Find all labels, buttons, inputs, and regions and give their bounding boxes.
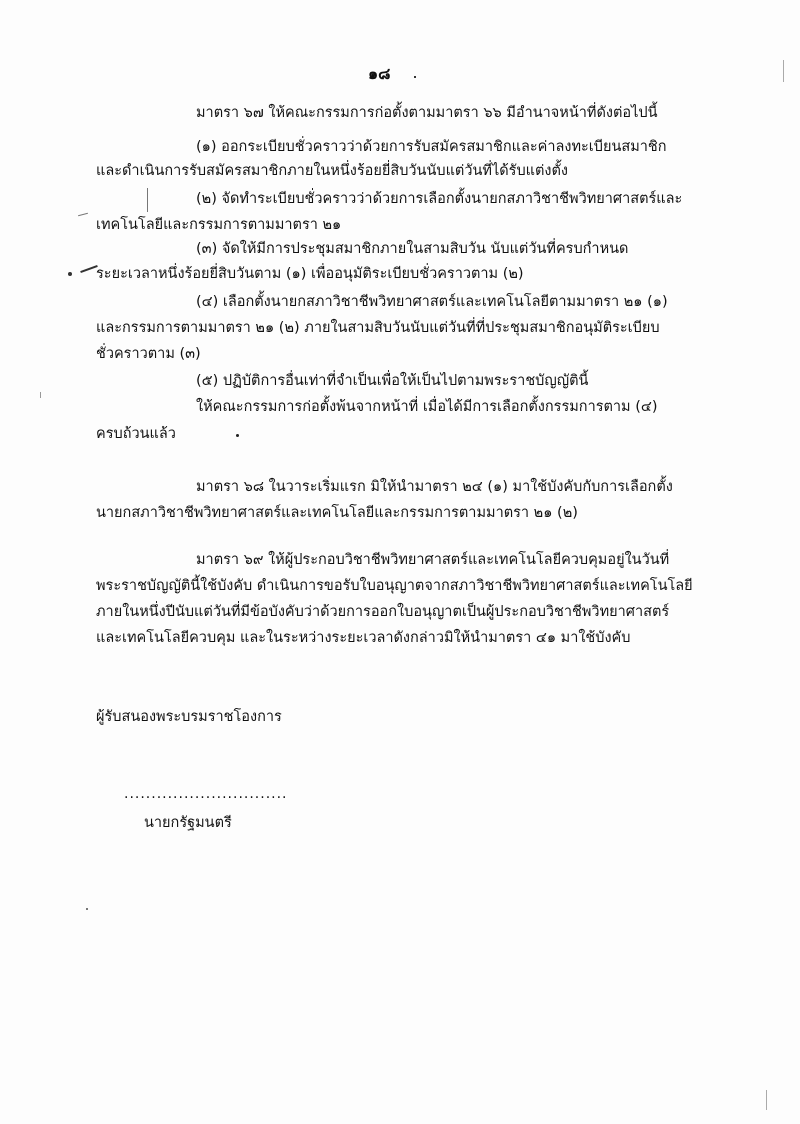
section-67-item-3-line-1: (๓) จัดให้มีการประชุมสมาชิกภายในสามสิบวัน นับแต่วันที่ครบกำหนด xyxy=(196,241,629,257)
section-67-closing-line-2: ครบถ้วนแล้ว xyxy=(96,426,176,442)
section-67-item-2-line-2: เทคโนโลยีและกรรมการตามมาตรา ๒๑ xyxy=(96,217,342,233)
scan-speck xyxy=(40,392,41,398)
section-67-item-4-line-2: และกรรมการตามมาตรา ๒๑ (๒) ภายในสามสิบวันนับแต่วันที่ที่ประชุมสมาชิกอนุมัติระเบียบ xyxy=(96,320,660,336)
scan-speck xyxy=(414,76,416,78)
section-67-closing-line-1: ให้คณะกรรมการก่อตั้งพ้นจากหน้าที่ เมื่อได้มีการเลือกตั้งกรรมการตาม (๔) xyxy=(196,399,658,415)
margin-mark xyxy=(147,188,148,212)
section-67-item-4-line-3: ชั่วคราวตาม (๓) xyxy=(96,346,201,362)
section-69-line-4: และเทคโนโลยีควบคุม และในระหว่างระยะเวลาดังกล่าวมิให้นำมาตรา ๔๑ มาใช้บังคับ xyxy=(96,630,631,646)
scan-speck xyxy=(236,434,239,437)
section-67-item-3-line-2: ระยะเวลาหนึ่งร้อยยี่สิบวันตาม (๑) เพื่ออนุมัติระเบียบชั่วคราวตาม (๒) xyxy=(96,266,524,282)
signature-line: .............................. xyxy=(124,786,288,802)
scan-speck xyxy=(86,908,88,910)
section-69-line-1: มาตรา ๖๙ ให้ผู้ประกอบวิชาชีพวิทยาศาสตร์และเทคโนโลยีควบคุมอยู่ในวันที่ xyxy=(196,552,670,568)
section-67-item-4-line-1: (๔) เลือกตั้งนายกสภาวิชาชีพวิทยาศาสตร์และเทคโนโลยีตามมาตรา ๒๑ (๑) xyxy=(196,294,668,310)
signatory-title: นายกรัฐมนตรี xyxy=(144,815,232,831)
page-number: ๑๘ xyxy=(368,64,391,83)
scan-edge-mark xyxy=(766,1090,767,1110)
section-67-item-1-line-2: และดำเนินการรับสมัครสมาชิกภายในหนึ่งร้อยยี่สิบวันนับแต่วันที่ได้รับแต่งตั้ง xyxy=(96,163,568,179)
margin-mark xyxy=(78,213,88,217)
section-69-line-3: ภายในหนึ่งปีนับแต่วันที่มีข้อบังคับว่าด้วยการออกใบอนุญาตเป็นผู้ประกอบวิชาชีพวิทยาศาสตร์ xyxy=(96,604,670,620)
endorsement-label: ผู้รับสนองพระบรมราชโองการ xyxy=(96,709,282,725)
section-67-item-1-line-1: (๑) ออกระเบียบชั่วคราวว่าด้วยการรับสมัครสมาชิกและค่าลงทะเบียนสมาชิก xyxy=(196,139,667,155)
section-67-item-2-line-1: (๒) จัดทำระเบียบชั่วคราวว่าด้วยการเลือกตั้งนายกสภาวิชาชีพวิทยาศาสตร์และ xyxy=(196,191,683,207)
section-68-line-2: นายกสภาวิชาชีพวิทยาศาสตร์และเทคโนโลยีและกรรมการตามมาตรา ๒๑ (๒) xyxy=(96,505,578,521)
scan-edge-mark xyxy=(783,60,784,82)
section-68-line-1: มาตรา ๖๘ ในวาระเริ่มแรก มิให้นำมาตรา ๒๔ (๑) มาใช้บังคับกับการเลือกตั้ง xyxy=(196,479,673,495)
section-67-item-5: (๕) ปฏิบัติการอื่นเท่าที่จำเป็นเพื่อให้เป็นไปตามพระราชบัญญัตินี้ xyxy=(196,373,589,389)
section-69-line-2: พระราชบัญญัตินี้ใช้บังคับ ดำเนินการขอรับใบอนุญาตจากสภาวิชาชีพวิทยาศาสตร์และเทคโนโลยี xyxy=(96,578,693,594)
margin-mark xyxy=(68,272,72,276)
section-67-heading: มาตรา ๖๗ ให้คณะกรรมการก่อตั้งตามมาตรา ๖๖ มีอำนาจหน้าที่ดังต่อไปนี้ xyxy=(196,105,658,121)
